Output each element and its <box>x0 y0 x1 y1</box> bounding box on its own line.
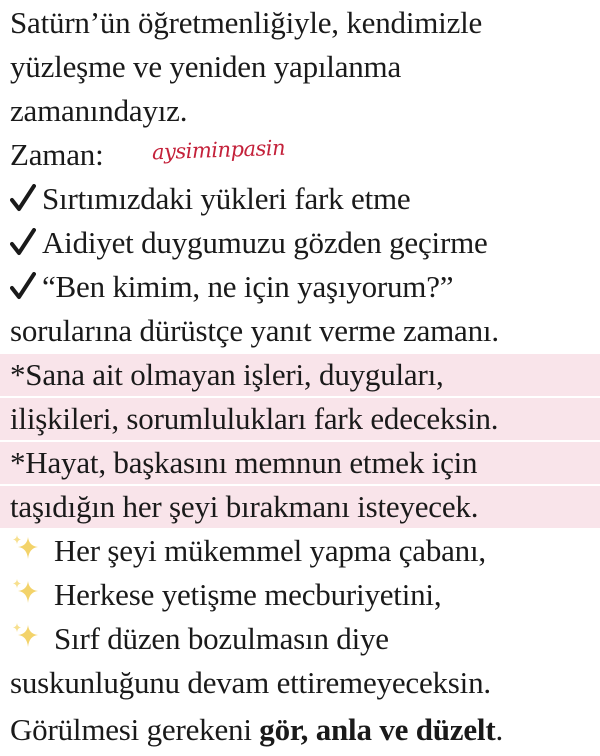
closing-period: . <box>495 712 504 747</box>
text-line: yüzleşme ve yeniden yapılanma <box>10 49 402 84</box>
highlighted-line: ilişkileri, sorumlulukları fark edeceksin. <box>0 398 600 440</box>
sparkles-icon <box>10 533 42 565</box>
sparkle-item <box>10 618 596 660</box>
sparkle-item <box>10 530 596 572</box>
sparkle-item <box>10 574 596 616</box>
closing-emphasis: gör, anla ve düzelt <box>259 712 496 747</box>
sparkles-icon <box>10 621 42 653</box>
text-line: suskunluğunu devam ettiremeyeceksin. <box>10 665 491 700</box>
sparkle-item-label: Herkese yetişme mecburiyetini, <box>54 577 442 612</box>
text-line: Satürn’ün öğretmenliğiyle, kendimizle <box>10 5 483 40</box>
sparkles-icon <box>10 577 42 609</box>
check-icon <box>10 272 36 300</box>
check-item-label: Sırtımızdaki yükleri fark etme <box>42 181 411 216</box>
check-item <box>10 266 596 308</box>
sparkle-item-label: Her şeyi mükemmel yapma çabanı, <box>54 533 486 568</box>
closing-text: Görülmesi gerekeni <box>10 712 260 747</box>
check-item-label: Aidiyet duygumuzu gözden geçirme <box>42 225 488 260</box>
check-icon <box>10 184 36 212</box>
check-icon <box>10 228 36 256</box>
text-line: zamanındayız. <box>10 93 188 128</box>
check-item <box>10 222 596 264</box>
check-item <box>10 178 596 220</box>
closing-line <box>10 706 596 754</box>
text-line: sorularına dürüstçe yanıt verme zamanı. <box>10 313 499 348</box>
highlighted-line: *Sana ait olmayan işleri, duyguları, <box>0 354 600 396</box>
highlighted-line: *Hayat, başkasını memnun etmek için <box>0 442 600 484</box>
handwritten-signature: aysiminpasin <box>151 135 286 165</box>
text-line: Zaman: <box>10 137 104 172</box>
highlighted-line: taşıdığın her şeyi bırakmanı isteyecek. <box>0 486 600 528</box>
check-item-label: “Ben kimim, ne için yaşıyorum?” <box>42 269 454 304</box>
sparkle-item-label: Sırf düzen bozulmasın diye <box>54 621 389 656</box>
